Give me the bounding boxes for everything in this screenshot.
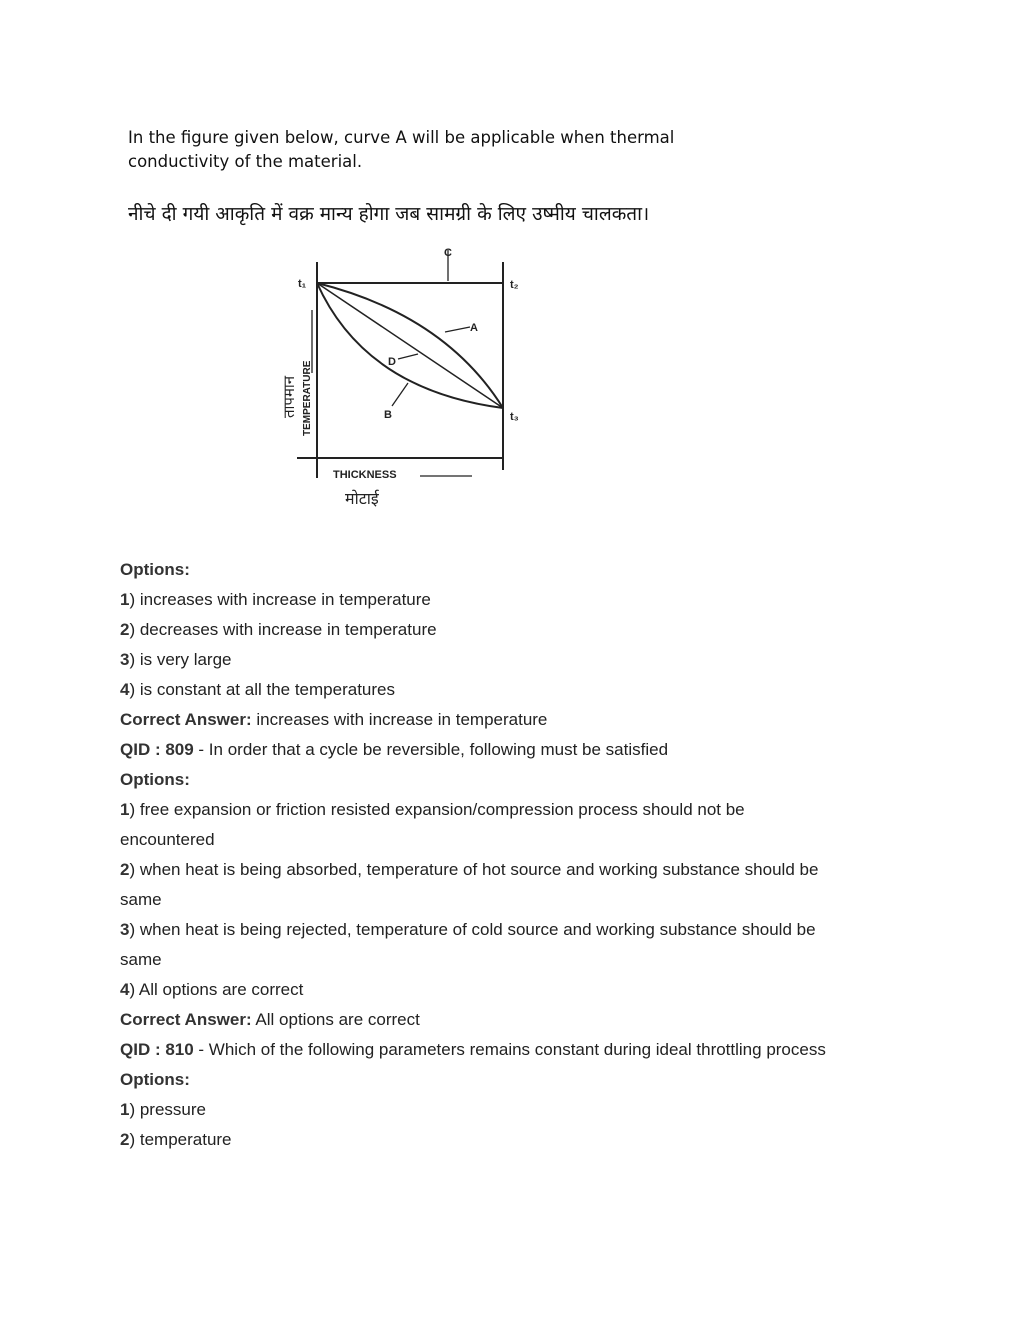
label-b: B [384, 409, 392, 421]
line-label: 3 [120, 920, 130, 939]
line-label: 4 [120, 980, 130, 999]
line-label: QID : 810 [120, 1040, 194, 1059]
text-line [120, 680, 395, 700]
label-d: D [388, 356, 396, 368]
line-label: Correct Answer: [120, 710, 252, 729]
line-label: 2 [120, 620, 130, 639]
label-c: C [444, 247, 452, 259]
line-text: ) is very large [129, 650, 232, 669]
text-line [120, 710, 547, 730]
text-line [120, 1130, 232, 1150]
text-line [120, 1100, 206, 1120]
line-text: - In order that a cycle be reversible, following must be satisfied [193, 740, 669, 759]
line-label: Options: [120, 560, 190, 579]
line-text: ) pressure [129, 1100, 206, 1119]
line-text: - Which of the following parameters remains constant during ideal throttling process [193, 1040, 826, 1059]
text-line [120, 950, 162, 970]
question-text-hindi: नीचे दी गयी आकृति में वक्र मान्य होगा जब सामग्री के लिए उष्मीय चालकता। [128, 203, 650, 225]
line-label: Options: [120, 770, 190, 789]
text-line [120, 860, 818, 880]
line-text: same [120, 950, 162, 969]
line-text: ) free expansion or friction resisted expansion/compression process should not be [129, 800, 745, 819]
x-axis-label-hindi: मोटाई [345, 491, 379, 508]
text-line [120, 650, 232, 670]
line-label: 4 [120, 680, 130, 699]
y-axis-label-hindi: तापमान [281, 375, 298, 418]
label-a: A [470, 322, 478, 334]
line-text: ) when heat is being absorbed, temperature of hot source and working substance should be [129, 860, 819, 879]
text-line [120, 830, 215, 850]
text-line [120, 620, 437, 640]
line-text: increases with increase in temperature [251, 710, 548, 729]
line-text: ) decreases with increase in temperature [129, 620, 437, 639]
line-text: ) when heat is being rejected, temperature of cold source and working substance should be [129, 920, 816, 939]
text-line [120, 740, 668, 760]
y-axis-label: TEMPERATURE [302, 360, 313, 436]
line-label: Correct Answer: [120, 1010, 252, 1029]
text-line [120, 770, 190, 790]
line-label: QID : 809 [120, 740, 194, 759]
line-text: All options are correct [251, 1010, 420, 1029]
arrow-b [392, 383, 408, 406]
line-text: ) All options are correct [129, 980, 304, 999]
line-label: 1 [120, 800, 130, 819]
line-label: 2 [120, 860, 130, 879]
curve-d [317, 283, 503, 408]
text-line [120, 980, 303, 1000]
temperature-thickness-figure [270, 240, 540, 510]
label-t3: t₃ [510, 411, 519, 423]
label-t1: t₁ [298, 278, 307, 290]
line-label: 1 [120, 590, 130, 609]
line-text: ) is constant at all the temperatures [129, 680, 395, 699]
question-text-english: In the figure given below, curve A will be applicable when thermal conductivity of the material. [128, 128, 675, 171]
line-label: 3 [120, 650, 130, 669]
text-line [120, 1070, 190, 1090]
line-label: 1 [120, 1100, 130, 1119]
line-text: encountered [120, 830, 215, 849]
line-label: 2 [120, 1130, 130, 1149]
line-text: ) increases with increase in temperature [129, 590, 431, 609]
arrow-d [398, 354, 418, 359]
line-text: same [120, 890, 162, 909]
text-line [120, 590, 431, 610]
text-line [120, 920, 816, 940]
text-line [120, 560, 190, 580]
line-text: ) temperature [129, 1130, 232, 1149]
text-line [120, 1040, 826, 1060]
arrow-a [445, 327, 470, 332]
text-line [120, 1010, 420, 1030]
line-label: Options: [120, 1070, 190, 1089]
label-t2: t₂ [510, 279, 519, 291]
text-line [120, 800, 745, 820]
x-axis-label: THICKNESS [333, 469, 397, 481]
text-line [120, 890, 162, 910]
